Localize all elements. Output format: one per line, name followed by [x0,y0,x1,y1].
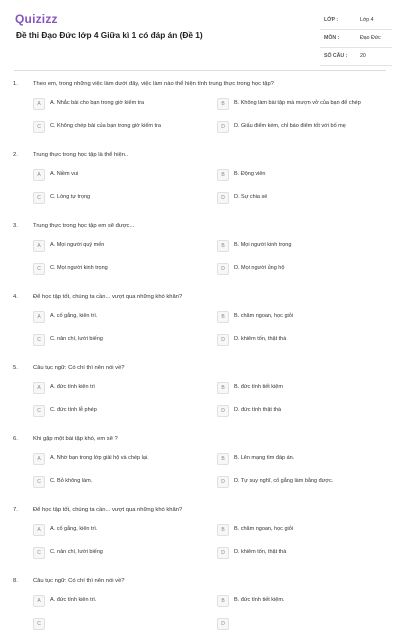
option-letter-box: B [217,524,229,536]
option-letter-box: B [217,595,229,607]
option-letter-box: C [33,547,45,559]
option-text: A. Nhờ bạn trong lớp giải hộ và chép lại. [50,455,149,461]
meta-label: MÔN : [324,35,340,41]
question-number: 7. [13,507,18,513]
worksheet-title: Đề thi Đạo Đức lớp 4 Giữa kì 1 có đáp án (Đề 1) [16,30,203,40]
question-text: Để học tập tốt, chúng ta cần... vượt qua những khó khăn? [33,507,183,513]
question-number: 3. [13,223,18,229]
option-text: A. Nhắc bài cho bạn trong giờ kiểm tra [50,100,145,106]
option-text: C. nản chí, lười biếng [50,549,103,555]
option-text: C. Mọi người kinh trọng [50,265,108,271]
option-text: B. chăm ngoan, học giỏi [234,313,294,319]
option-text: B. Không làm bài tập mà mượn vở của bạn để chép [234,100,361,106]
option-text: C. nản chí, lười biếng [50,336,103,342]
option-letter-box: C [33,121,45,133]
meta-label: LỚP : [324,17,339,23]
question-text: Câu tục ngữ: Có chí thì nên nói về? [33,365,125,371]
question-item [0,431,400,502]
option-letter-box: D [217,192,229,204]
option-letter-box: D [217,476,229,488]
option-text: D. khiêm tốn, thật thà [234,549,287,555]
meta-value: Lớp 4 [360,17,374,23]
option-letter-box: C [33,334,45,346]
question-item [0,76,400,147]
option-letter-box: D [217,334,229,346]
option-letter-box: B [217,311,229,323]
question-item [0,360,400,431]
option-letter-box: C [33,192,45,204]
question-text: Trung thực trong học tập là thể hiện.. [33,152,129,158]
quizizz-logo: Quizizz [15,12,58,26]
option-letter-box: B [217,240,229,252]
option-letter-box: B [217,382,229,394]
option-text: D. Giấu điểm kém, chỉ báo điểm tốt với bố mẹ [234,123,346,129]
option-letter-box: C [33,405,45,417]
option-letter-box: A [33,453,45,465]
meta-row-count [320,48,392,66]
option-text: B. Mọi người kinh trọng [234,242,292,248]
meta-row-class [320,12,392,30]
question-item [0,573,400,644]
option-text: B. Động viên [234,171,266,177]
option-text: C. Lòng tự trọng [50,194,91,200]
option-letter-box: C [33,618,45,630]
option-text: A. đức tính kiên trì. [50,597,97,603]
meta-value: Đạo Đức [360,35,381,41]
option-letter-box: A [33,595,45,607]
option-text: C. Không chép bài của bạn trong giờ kiểm tra [50,123,161,129]
option-letter-box: D [217,121,229,133]
option-text: D. Mọi người ủng hộ [234,265,285,271]
option-text: A. cố gắng, kiên trì. [50,526,98,532]
option-text: C. Bỏ không làm. [50,478,93,484]
question-number: 4. [13,294,18,300]
option-text: D. Tự suy nghĩ, cố gắng làm bằng được. [234,478,334,484]
option-letter-box: D [217,547,229,559]
question-number: 6. [13,436,18,442]
option-letter-box: D [217,263,229,275]
question-number: 2. [13,152,18,158]
option-text: D. Sự chia sẻ [234,194,268,200]
header-divider [14,70,386,71]
question-number: 8. [13,578,18,584]
option-text: A. Niềm vui [50,171,79,177]
question-item [0,218,400,289]
meta-row-subject [320,30,392,48]
option-letter-box: A [33,524,45,536]
option-letter-box: A [33,98,45,110]
option-letter-box: A [33,382,45,394]
meta-value: 20 [360,53,366,59]
worksheet-header [0,0,400,70]
option-letter-box: B [217,169,229,181]
question-text: Theo em, trong những việc làm dưới đây, việc làm nào thể hiện tính trung thực trong học tập? [33,81,274,87]
question-list [0,76,400,644]
question-text: Để học tập tốt, chúng ta cần... vượt qua những khó khăn? [33,294,183,300]
meta-table [320,12,392,66]
option-text: C. đức tính lễ phép [50,407,97,413]
option-letter-box: A [33,311,45,323]
option-text: A. cố gắng, kiên trì. [50,313,98,319]
option-letter-box: C [33,263,45,275]
option-letter-box: D [217,618,229,630]
question-text: Câu tục ngữ: Có chí thì nên nói về? [33,578,125,584]
option-text: A. Mọi người quý mến [50,242,105,248]
option-text: B. Lên mạng tìm đáp án. [234,455,295,461]
option-letter-box: B [217,98,229,110]
question-item [0,147,400,218]
option-text: B. đức tính tiết kiệm [234,384,283,390]
option-text: B. chăm ngoan, học giỏi [234,526,294,532]
question-text: Trung thực trong học tập em sẽ được... [33,223,135,229]
option-letter-box: A [33,240,45,252]
question-text: Khi gặp một bài tập khó, em sẽ ? [33,436,118,442]
option-letter-box: C [33,476,45,488]
option-text: A. đức tính kiên trì [50,384,95,390]
question-number: 5. [13,365,18,371]
question-number: 1. [13,81,18,87]
option-letter-box: B [217,453,229,465]
meta-label: SỐ CÂU : [324,53,348,59]
option-text: D. đức tính thật thà [234,407,282,413]
option-letter-box: A [33,169,45,181]
option-text: D. khiêm tốn, thật thà [234,336,287,342]
option-letter-box: D [217,405,229,417]
option-text: B. đức tính tiết kiệm. [234,597,285,603]
question-item [0,502,400,573]
question-item [0,289,400,360]
